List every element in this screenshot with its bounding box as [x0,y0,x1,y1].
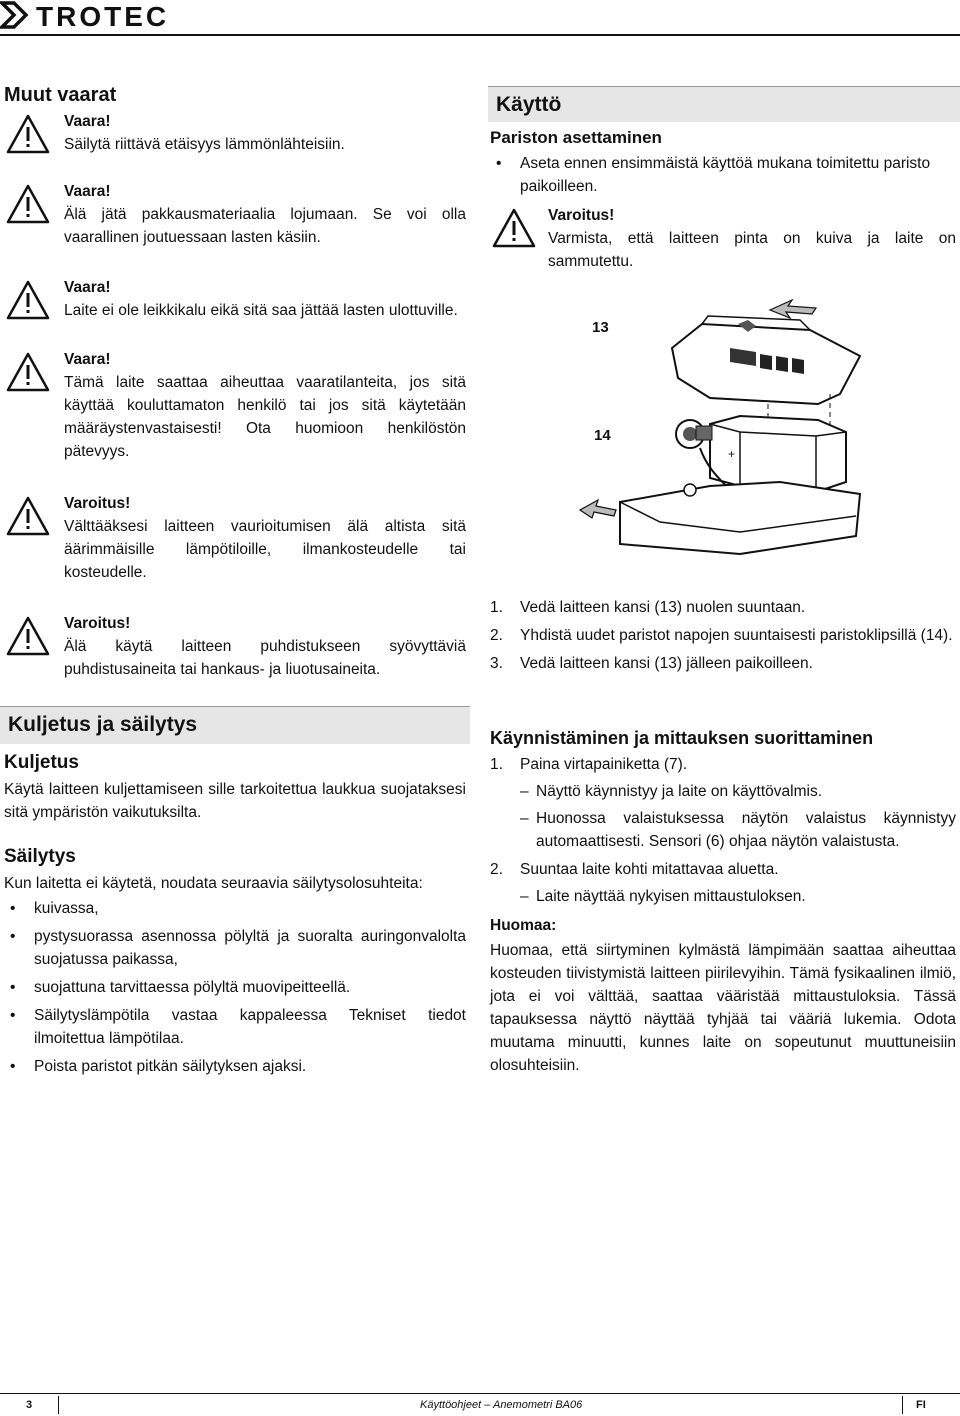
warning-block [6,612,466,688]
section-band-kaytto [488,86,960,122]
warning-label: Varoitus! [548,207,615,224]
warning-label: Vaara! [64,351,111,368]
step-item: 1. Vedä laitteen kansi (13) nuolen suuntaan. [490,599,806,616]
sub-item: – Laite näyttää nykyisen mittaustuloksen. [520,888,806,905]
label-13: 13 [592,319,609,336]
battery-installation-figure [560,286,940,582]
note-text: Huomaa, että siirtyminen kylmästä lämpimään saattaa aiheuttaa kosteuden tiivistymistä laitteen piirilevyihin. Tämä fysikaalinen ilmiö, jota ei voi välttää, saattaa vääristää mittaustuloksia. Tässä tapauksessa näyttö näyttää tyhjää tai vääriä lukemia. Odota muutama minuutti, kunnes laite on sopeutunut muuttuneisiin olosuhteisiin. [490,942,956,1074]
header-rule [0,34,960,36]
list-item: • suojattuna tarvittaessa pölyltä muovipeitteellä. [10,979,351,996]
sub-item: – Näyttö käynnistyy ja laite on käyttövalmis. [520,783,823,800]
subsection-title-kaynnistys: Käynnistäminen ja mittauksen suorittaminen [490,728,874,748]
left-column [4,84,466,107]
warning-block [6,180,466,256]
sailytys-list [4,897,466,1078]
warning-text: Laite ei ole leikkikalu eikä sitä saa jättää lasten ulottuville. [64,302,458,319]
list-item: • Säilytyslämpötila vastaa kappaleessa Tekniset tiedot ilmoitettua lämpötilaa. [10,1007,466,1047]
warning-triangle-icon [6,616,50,656]
sailytys-intro: Kun laitetta ei käytetä, noudata seuraavia säilytysolosuhteita: [4,875,423,892]
subsection-title-kuljetus: Kuljetus [4,752,79,773]
warning-triangle-icon [6,184,50,224]
warning-block [6,348,466,468]
kuljetus-section [4,752,466,1078]
warning-triangle-icon [492,208,536,248]
paristo-section [490,128,956,198]
warning-triangle-icon [6,352,50,392]
list-item: • kuivassa, [10,900,99,917]
section-band-title: Kuljetus ja säilytys [8,713,198,736]
warning-block [6,110,466,160]
warning-text: Varmista, että laitteen pinta on kuiva ja laite on sammutettu. [548,230,956,270]
warning-label: Varoitus! [64,495,131,512]
step-item: 3. Vedä laitteen kansi (13) jälleen paikoilleen. [490,655,813,672]
warning-label: Vaara! [64,113,111,130]
warning-block [492,204,956,276]
battery-steps [490,596,956,675]
warning-label: Varoitus! [64,615,131,632]
step-item: 1. Paina virtapainiketta (7). [490,756,688,773]
warning-text: Älä käytä laitteen puhdistukseen syövyttäviä puhdistusaineita tai hankaus- ja liuotusaineita. [64,638,466,678]
warning-block [6,276,466,326]
warning-text: Säilytä riittävä etäisyys lämmönlähteisiin. [64,136,345,153]
section-band-kuljetus-ja-sailytys [0,706,470,744]
step-item: 2. Yhdistä uudet paristot napojen suuntaisesti paristoklipsillä (14). [490,627,953,644]
label-14: 14 [594,427,611,444]
page-footer [0,1393,960,1416]
section-title-muut-vaarat: Muut vaarat [4,84,117,106]
subsection-title-sailytys: Säilytys [4,846,76,867]
warning-text: Välttääksesi laitteen vaurioitumisen älä altista sitä äärimmäisille lämpötiloille, ilmankosteudelle tai kosteudelle. [64,518,466,581]
warning-text: Tämä laite saattaa aiheuttaa vaaratilanteita, jos sitä käyttää kouluttamaton henkilö tai jos sitä käytetään määräystenvastaisesti! Ota huomioon henkilöstön pätevyys. [64,374,466,460]
trotec-logo [0,0,230,32]
warning-triangle-icon [6,496,50,536]
subsection-title-paristo: Pariston asettaminen [490,128,662,147]
warning-triangle-icon [6,280,50,320]
kaynnistys-section [490,728,956,1077]
svg-text:+: + [728,447,736,461]
list-item: • Poista paristot pitkän säilytyksen ajaksi. [10,1058,307,1075]
kuljetus-text: Käytä laitteen kuljettamiseen sille tarkoitettua laukkua suojataksesi sitä ympäristön vaikutuksilta. [4,781,466,821]
language-code: FI [916,1399,926,1411]
note-title: Huomaa: [490,917,557,934]
page-number: 3 [26,1399,33,1411]
warning-label: Vaara! [64,183,111,200]
warning-triangle-icon [6,114,50,154]
brand-name: TROTEC [36,1,170,32]
device-illustration [560,286,940,582]
sub-item: – Huonossa valaistuksessa näytön valaistus käynnistyy automaattisesti. Sensori (6) ohjaa näytön valaistusta. [520,810,956,850]
warning-label: Vaara! [64,279,111,296]
warning-text: Älä jätä pakkausmateriaalia lojumaan. Se voi olla vaarallinen joutuessaan lasten käsiin. [64,206,466,246]
section-band-title: Käyttö [496,93,562,116]
list-item: • Aseta ennen ensimmäistä käyttöä mukana toimitettu paristo paikoilleen. [496,155,931,195]
warning-block [6,492,466,588]
step-item: 2. Suuntaa laite kohti mitattavaa aluetta. [490,861,779,878]
list-item: • pystysuorassa asennossa pölyltä ja suoralta auringonvalolta suojatussa paikassa, [10,928,466,968]
document-title: Käyttöohjeet – Anemometri BA06 [420,1399,583,1411]
